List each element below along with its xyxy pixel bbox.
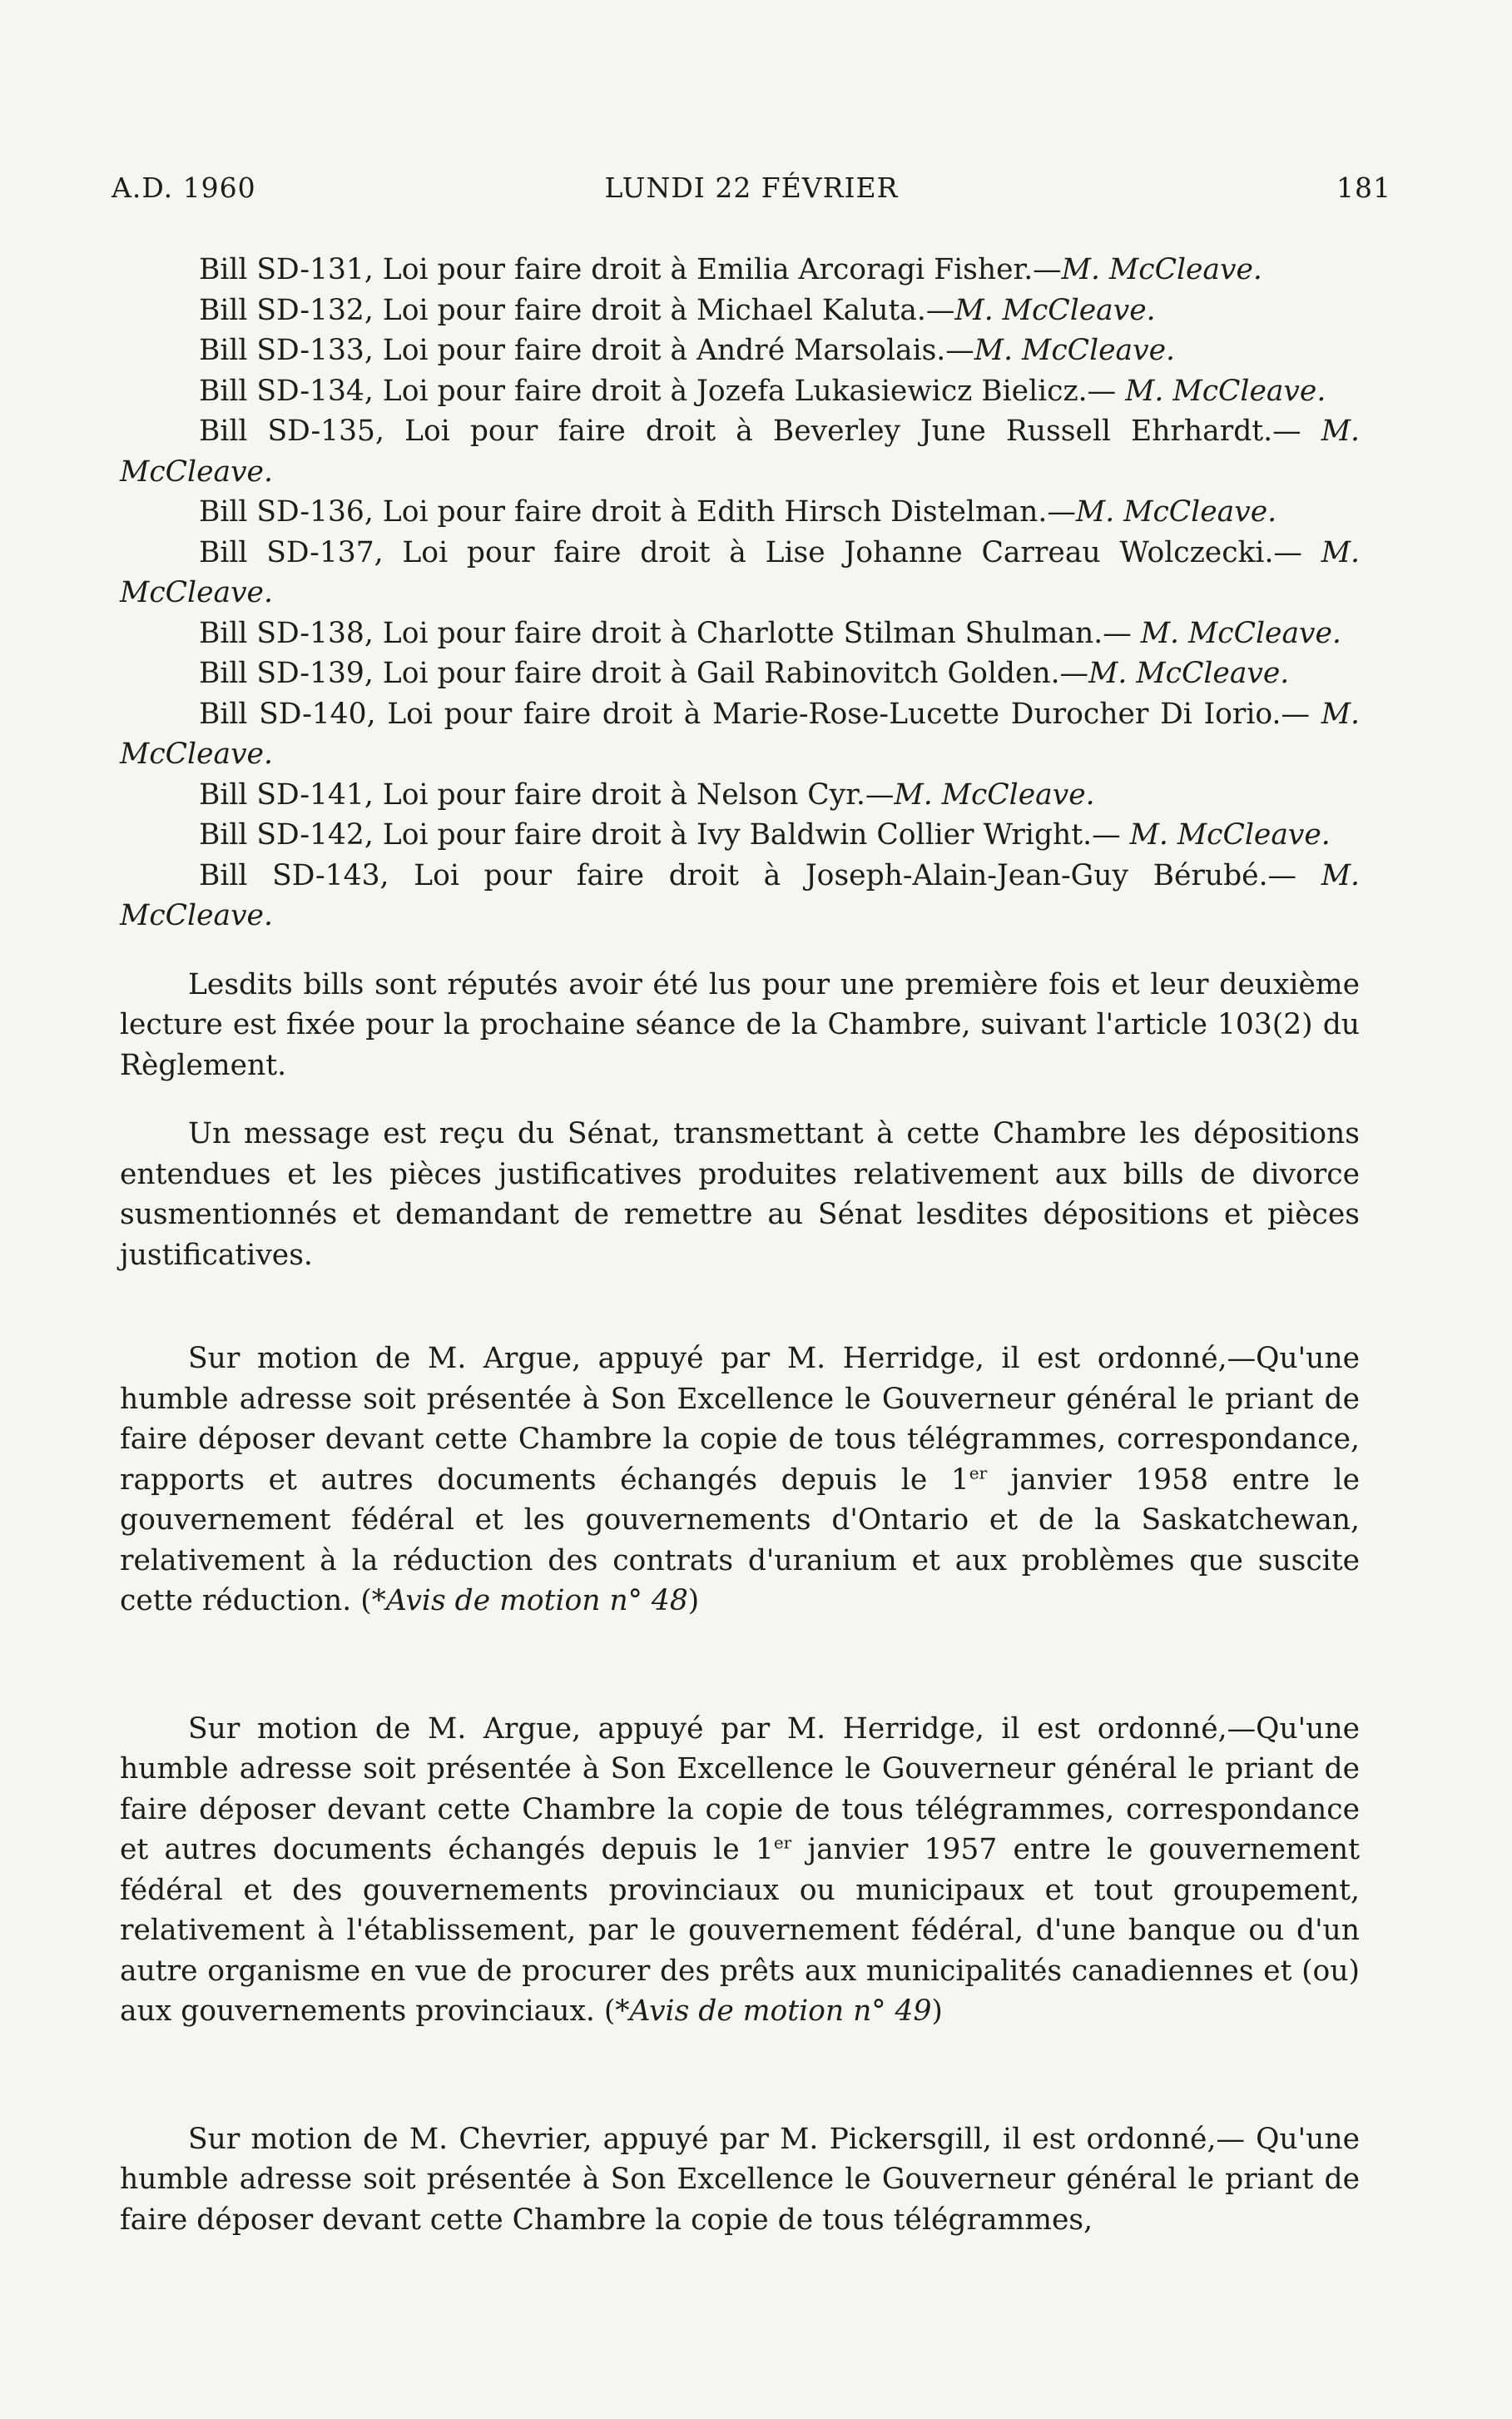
bill-entry: Bill SD-132, Loi pour faire droit à Michael Kaluta.—M. McCleave. [199, 293, 1156, 327]
motion-paragraph-48: Sur motion de M. Argue, appuyé par M. Herridge, il est ordonné,—Qu'une humble adresse soit présentée à Son Excellence le Gouverneur général le priant de faire déposer devant cette Chambre la copie de tous télégrammes, correspondance, rapports et autres documents échangés depuis le 1er janvier 1958 entre le gouvernement fédéral et les gouvernements d'Ontario et de la Saskatchewan, relativement à la réduction des contrats d'uranium et aux problèmes que suscite cette réduction. (*Avis de motion n° 48) [120, 1342, 1360, 1617]
header-year: A.D. 1960 [112, 171, 256, 204]
motion-paragraph-chevrier: Sur motion de M. Chevrier, appuyé par M. Pickersgill, il est ordonné,— Qu'une humble adresse soit présentée à Son Excellence le Gouverneur général le priant de faire déposer devant cette Chambre la copie de tous télégrammes, [120, 2122, 1360, 2237]
bill-entry: Bill SD-142, Loi pour faire droit à Ivy Baldwin Collier Wright.— M. McCleave. [199, 818, 1331, 852]
bill-entry: Bill SD-143, Loi pour faire droit à Joseph-Alain-Jean-Guy Bérubé.— M. McCleave. [120, 858, 1360, 932]
bill-entry: Bill SD-136, Loi pour faire droit à Edith Hirsch Distelman.—M. McCleave. [199, 495, 1277, 529]
page-number: 181 [1336, 171, 1391, 204]
page-body [120, 250, 1360, 2240]
bill-entry: Bill SD-135, Loi pour faire droit à Beverley June Russell Ehrhardt.— M. McCleave. [120, 415, 1360, 489]
first-reading-paragraph: Lesdits bills sont réputés avoir été lus pour une première fois et leur deuxième lecture est fixée pour la prochaine séance de la Chambre, suivant l'article 103(2) du Règlement. [120, 967, 1360, 1082]
bill-entry: Bill SD-134, Loi pour faire droit à Jozefa Lukasiewicz Bielicz.— M. McCleave. [199, 374, 1326, 408]
motion-paragraph-49: Sur motion de M. Argue, appuyé par M. Herridge, il est ordonné,—Qu'une humble adresse soit présentée à Son Excellence le Gouverneur général le priant de faire déposer devant cette Chambre la copie de tous télégrammes, correspondance et autres documents échangés depuis le 1er janvier 1957 entre le gouvernement fédéral et des gouvernements provinciaux ou municipaux et tout groupement, relativement à l'établissement, par le gouvernement fédéral, d'une banque ou d'un autre organisme en vue de procurer des prêts aux municipalités canadiennes et (ou) aux gouvernements provinciaux. (*Avis de motion n° 49) [120, 1711, 1360, 2028]
bill-entry: Bill SD-131, Loi pour faire droit à Emilia Arcoragi Fisher.—M. McCleave. [199, 253, 1262, 286]
header-date: LUNDI 22 FÉVRIER [604, 171, 899, 204]
bill-entry: Bill SD-140, Loi pour faire droit à Marie-Rose-Lucette Durocher Di Iorio.— M. McCleave. [120, 697, 1360, 771]
bill-list [120, 250, 1360, 936]
senate-message-paragraph: Un message est reçu du Sénat, transmettant à cette Chambre les dépositions entendues et les pièces justificatives produites relativement aux bills de divorce susmentionnés et demandant de remettre au Sénat lesdites dépositions et pièces justificatives. [120, 1117, 1360, 1272]
bill-entry: Bill SD-137, Loi pour faire droit à Lise Johanne Carreau Wolczecki.— M. McCleave. [120, 535, 1360, 609]
bill-entry: Bill SD-139, Loi pour faire droit à Gail Rabinovitch Golden.—M. McCleave. [199, 657, 1290, 690]
running-header [112, 163, 1391, 213]
bill-entry: Bill SD-141, Loi pour faire droit à Nelson Cyr.—M. McCleave. [199, 777, 1095, 812]
bill-entry: Bill SD-133, Loi pour faire droit à André Marsolais.—M. McCleave. [199, 334, 1175, 367]
bill-entry: Bill SD-138, Loi pour faire droit à Charlotte Stilman Shulman.— M. McCleave. [199, 616, 1341, 650]
